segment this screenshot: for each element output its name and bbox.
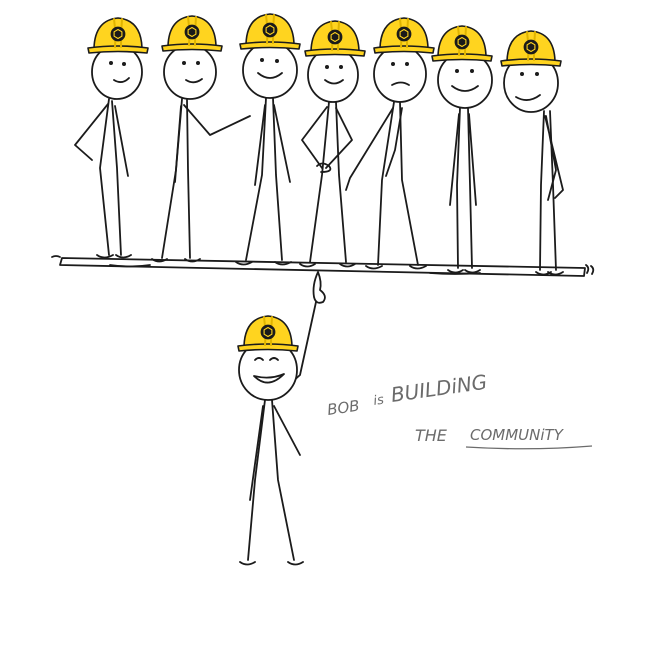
hard-hat-icon bbox=[88, 18, 148, 53]
worker-figure-7 bbox=[501, 31, 563, 275]
caption-word-bob: BOB bbox=[326, 396, 361, 419]
hard-hat-icon bbox=[162, 16, 222, 51]
hard-hat-icon bbox=[374, 18, 434, 53]
caption-word-community: COMMUNiTY bbox=[470, 426, 563, 444]
handwritten-caption bbox=[326, 370, 592, 449]
worker-figure-6 bbox=[432, 26, 492, 273]
hard-hat-icon bbox=[432, 26, 492, 61]
worker-figure-3 bbox=[236, 14, 300, 265]
hard-hat-icon bbox=[501, 31, 561, 66]
worker-figure-2 bbox=[152, 16, 250, 262]
wooden-plank bbox=[52, 256, 593, 276]
bob-figure bbox=[238, 272, 325, 565]
caption-word-is: is bbox=[372, 392, 385, 409]
hard-hat-icon bbox=[240, 14, 300, 49]
hard-hat-icon bbox=[305, 21, 365, 56]
worker-figure-1 bbox=[75, 18, 148, 258]
hard-hat-icon bbox=[238, 316, 298, 351]
worker-figure-4 bbox=[300, 21, 365, 267]
caption-word-the: THE bbox=[415, 426, 447, 445]
caption-underline bbox=[466, 446, 592, 449]
caption-word-building: BUILDiNG bbox=[389, 369, 489, 407]
